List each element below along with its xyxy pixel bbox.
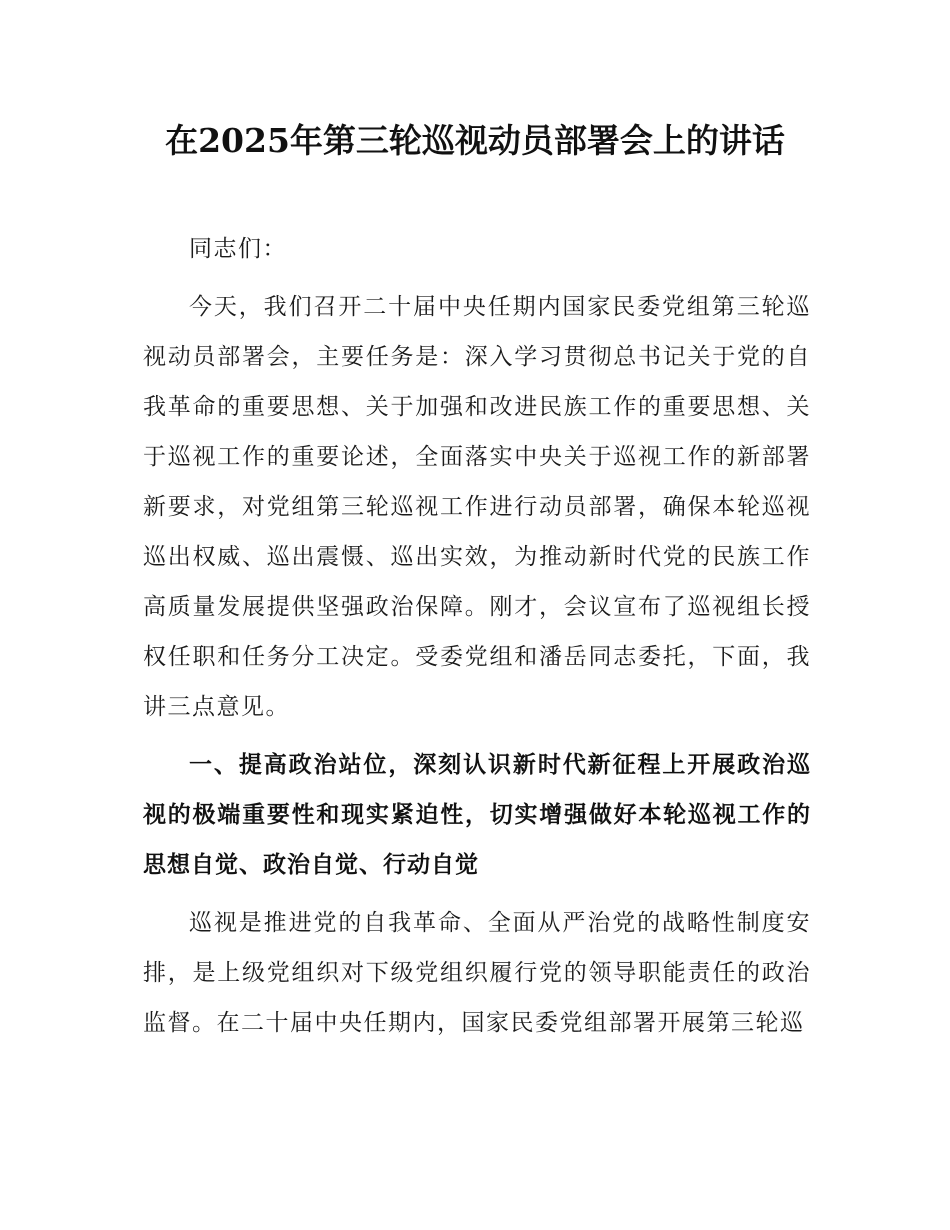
paragraph-gap — [143, 732, 811, 740]
paragraph-gap — [143, 890, 811, 898]
document-title: 在2025年第三轮巡视动员部署会上的讲话 — [165, 121, 785, 160]
opening-paragraph: 今天，我们召开二十届中央任期内国家民委党组第三轮巡视动员部署会，主要任务是：深入学习贯彻总书记关于党的自我革命的重要思想、关于加强和改进民族工作的重要思想、关于巡视工作的重要论述，全面落实中央关于巡视工作的新部署新要求，对党组第三轮巡视工作进行动员部署，确保本轮巡视巡出权威、巡出震慑、巡出实效，为推动新时代党的民族工作高质量发展提供坚强政治保障。刚才，会议宣布了巡视组长授权任职和任务分工决定。受委党组和潘岳同志委托，下面，我讲三点意见。 — [143, 294, 811, 720]
section-heading: 一、提高政治站位，深刻认识新时代新征程上开展政治巡视的极端重要性和现实紧迫性，切实增强做好本轮巡视工作的思想自觉、政治自觉、行动自觉 — [143, 752, 811, 878]
document-body — [143, 224, 811, 1048]
salutation: 同志们： — [189, 236, 287, 262]
section-paragraph: 巡视是推进党的自我革命、全面从严治党的战略性制度安排，是上级党组织对下级党组织履行党的领导职能责任的政治监督。在二十届中央任期内，国家民委党组部署开展第三轮巡 — [143, 910, 811, 1036]
paragraph-gap — [143, 274, 811, 282]
